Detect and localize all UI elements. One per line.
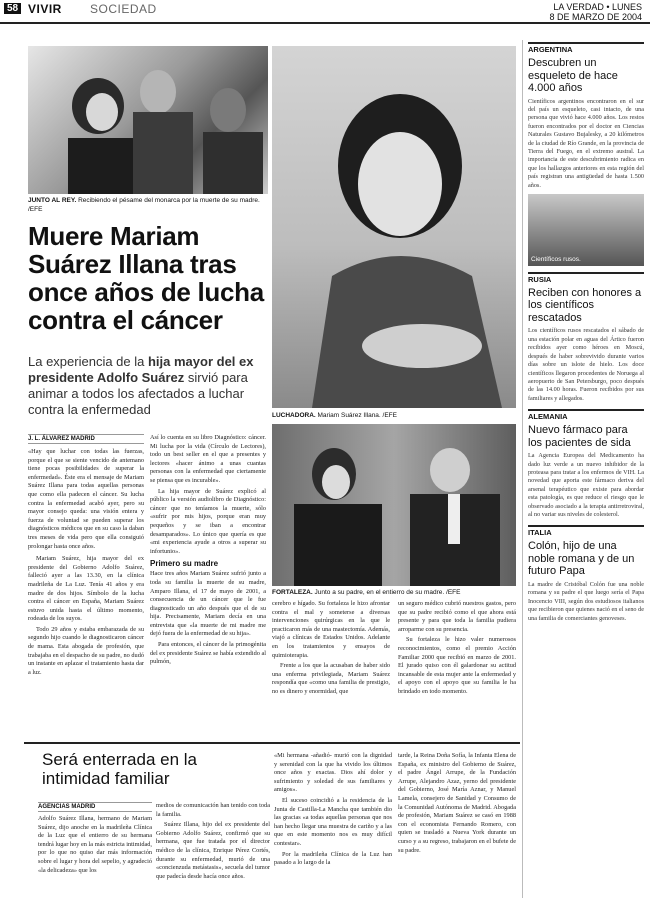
caption-lead: LUCHADORA. [272, 412, 316, 419]
box-title: Será enterrada en la intimidad familiar [42, 750, 197, 788]
page-header [0, 0, 650, 24]
paragraph: El suceso coincidió a la residencia de la Junta de Castilla-La Mancha que también dio las gracias «a todas aquellas personas que nos han hecho llegar una muestra de cariño y a las que en este momento nos es muy difícil contestar». [274, 796, 392, 847]
paragraph: Su fortaleza le hizo valer numerosos reconocimientos, como el premio Acción Familiar 2000 que recibió en marzo de 2001. El jurado quiso con él galardonar su actitud incansable de esta mujer ante la enfermedad y el apoyo con el apoyo que su familia le ha brindado en todo momento. [398, 636, 516, 695]
news-sidebar [528, 42, 644, 623]
paragraph: medios de comunicación han tenido con toda la familia. [156, 802, 270, 818]
sidebar-headline: Reciben con honores a los científicos rescatados [528, 286, 642, 324]
sidebar-photo-caption: Científicos rusos. [531, 255, 581, 263]
subhead-text-2: sirvió para animar a todos los afectados a luchar contra la enfermedad [28, 370, 248, 417]
paragraph: Por la madrileña Clínica de la Luz han pasado a lo largo de la [274, 850, 392, 867]
paragraph: Así lo cuenta en su libro Diagnóstico: cáncer. Mi lucha por la vida (Círculo de Lectores), todo un best seller en el que a presentes y lectores «hacer ánimo a unas cuantas personas con la enfermedad que ciertamente se piensa que es incurable». [150, 434, 266, 484]
photo-king [28, 46, 268, 194]
paragraph: Mariam Suárez, hija mayor del ex presidente del Gobierno Adolfo Suárez, falleció ayer a las 13.30, en la clínica madrileña de La Luz. Tenía 41 años y era madre de dos hijos. Símbolo de la lucha contra el cáncer en España, Mariam Suárez estuvo unida hasta el último momento, rodeada de los suyos. [28, 555, 144, 623]
related-box [24, 742, 520, 904]
sidebar-text: La madre de Cristóbal Colón fue una noble romana y su padre el que luego sería el Papa Inocencio VIII, según dos estudiosos italianos que recibieron que quienes nació en el seno de una familia de comerciantes genoveses. [528, 580, 644, 622]
box-column-2 [156, 802, 270, 881]
photo-king-shapes [28, 46, 268, 194]
masthead-date [549, 2, 642, 22]
sidebar-item-rusia [528, 272, 644, 403]
paragraph: Hace tres años Mariam Suárez sufrió junto a toda su familia la muerte de su madre, Amparo Illana, el 17 de mayo de 2001, a consecuencia de un cáncer que le fue diagnosticado un año después que el de su hija. Precisamente, Mariam decía en una entrevista que «la muerte de mi madre me dejó fuera de la enfermedad de su hija». [150, 570, 266, 638]
paragraph: «Mi hermana -añadió- murió con la dignidad y serenidad con la que ha vivido los últimos once años y exactas. Dios ahí dolor y sufrimiento y soledad de sus familiares y amigos». [274, 752, 392, 794]
article-column-3 [272, 600, 390, 697]
sidebar-text: Científicos argentinos encontraron en el sur del país un esqueleto, casi intacto, de una persona que vivió hace 4.000 años. Los restos fueron encontrados por el doctor en Ciencias Naturales Gustavo Bujalesky, a 20 kilómetros de la ciudad de Río Grande, en la provincia de Tierra del Fuego, en el extremo austral. La importancia de este descubrimiento radica en que los hallazgos anteriores en esta región del país registran una antigüedad de hasta 1.500 años. [528, 97, 644, 189]
photo-king-caption [28, 196, 268, 214]
paragraph: Adolfo Suárez Illana, hermano de Mariam Suárez, dijo anoche en la madrileña Clínica de la Luz que el entierro de su hermana tendrá lugar hoy en la más estricta intimidad, por lo que no quiso dar más información sobre el lugar y hora del sepelio, y agradeció «la delicadeza» que los [38, 815, 152, 874]
article-byline: J. L. ÁLVAREZ MADRID [28, 434, 144, 444]
sidebar-text: Los científicos rusos rescatados el sábado de una estación polar en aguas del Ártico fueron recibidos ayer como héroes en Moscú, después de haber sobrevivido durante varios días sobre un islote de hielo. Los doce científicos llegaron procedentes de Noruega al aeropuerto de San Petersburgo, poco después de las 14.00 horas. Fueron recibidos por sus familiares y allegados. [528, 327, 644, 402]
photo-funeral [272, 424, 516, 586]
paper-name: LA VERDAD • LUNES [553, 2, 642, 12]
article-column-2 [150, 434, 266, 667]
sidebar-headline: Colón, hijo de una noble romana y de un futuro Papa [528, 540, 635, 578]
sidebar-item-italia [528, 525, 644, 623]
paragraph: La hija mayor de Suárez explicó al público la versión audiolibro de Diagnóstico: cáncer que no teníamos la muerte, sólo «sufrir por mis hijos, porque eran muy pequeños y se iban a encontrar desamparados». Lo único que quería es que «mi experiencia ayude a otros a superar su infortunio». [150, 487, 266, 555]
paragraph: Frente a los que la acusaban de haber sido una enferma privilegiada, Mariam Suárez respondía que «como una familia de prestigio, no es dinero y enormidad, que [272, 662, 390, 695]
photo-portrait-shapes [272, 46, 516, 408]
photo-portrait-caption [272, 411, 516, 420]
section-name: VIVIR [28, 2, 62, 16]
subsection-name: SOCIEDAD [90, 2, 157, 16]
caption-lead: JUNTO AL REY. [28, 197, 77, 204]
issue-date: 8 DE MARZO DE 2004 [549, 12, 642, 22]
subhead-text: La experiencia de la [28, 354, 148, 369]
sidebar-tag: ITALIA [528, 525, 644, 537]
photo-funeral-caption [272, 588, 516, 597]
box-byline: AGENCIAS MADRID [38, 802, 152, 812]
paragraph: un seguro médico cubrió nuestros gastos, pero que su padre recibió como el que ahora está presente y para que toda la familia pudiera arroparme con su presencia. [398, 600, 516, 633]
photo-portrait [272, 46, 516, 408]
article-subhead [28, 354, 268, 418]
caption-text: Junto a su padre, en el entierro de su madre. /EFE [312, 589, 461, 596]
sidebar-item-alemania [528, 409, 644, 519]
caption-text: Recibiendo el pésame del monarca por la muerte de su madre. /EFE [28, 197, 260, 213]
paragraph: tarde, la Reina Doña Sofía, la Infanta Elena de España, ex ministro del Gobierno de Suárez, el padre Ángel Arrupe, de la Fundación Arrupe, Alejandro Azaz, yerno del presidente del Gobierno, José María Aznar, y Manuel Lamela, consejero de Sanidad y Consumo de la Comunidad Autónoma de Madrid. Abogada de profesión, Mariam Suárez se casó en 1988 con el economista Fernando Romero, con quien se trasladó a Nueva York durante un curso y a su regreso, trabajaron en el bufete de su padre. [398, 752, 516, 854]
paragraph: «Hay que luchar con todas las fuerzas, porque el que se siente vencido de antemano tiene pocas posibilidades de superar la enfermedad». Éste era el mensaje de Mariam Suárez Illana para todas aquellas personas que como ella padecen el cáncer. Su lucha contra la enfermedad acabó ayer, pero su mayor consejo queda: una visión entera y fuerza de voluntad se pueden superar los diagnósticos médicos que en su caso la daban tres meses de vida pero que ella consiguió prolongar hasta once años. [28, 448, 144, 550]
sidebar-tag: ARGENTINA [528, 42, 644, 54]
sidebar-divider [522, 40, 523, 898]
sidebar-tag: RUSIA [528, 272, 644, 284]
article-column-1 [28, 434, 144, 677]
paragraph: cerebro e hígado. Su fortaleza le hizo afrontar contra el mal y someterse a diversas intervenciones quirúrgicas en la que le practicaron más de una mastectomía. Además, viajó a clínicas de Estados Unidos. Adelante en los tratamientos y ensayos de quimioterapia. [272, 600, 390, 659]
box-column-1 [38, 802, 152, 878]
sidebar-headline: Nuevo fármaco para los pacientes de sida [528, 424, 631, 449]
subhead-bold: hija mayor del ex presidente Adolfo Suárez [28, 354, 254, 385]
article-column-4 [398, 600, 516, 697]
section-subheading: Primero su madre [150, 559, 219, 569]
sidebar-tag: ALEMANIA [528, 409, 644, 421]
paragraph: Todo 29 años y estaba embarazada de su segundo hijo cuando le diagnosticaron cáncer de mama. Esta abogada de profesión, que trabajaba en el despacho de su padre, no dudó un instante en aplazar el tratamiento hasta dar a luz. [28, 625, 144, 676]
box-column-4 [398, 752, 516, 855]
photo-funeral-shapes [272, 424, 516, 586]
sidebar-text: La Agencia Europea del Medicamento ha dado luz verde a un nuevo inhibidor de la proteasa para tratar a los enfermos de VIH. La novedad que aporta este fármaco deriva del arsenal terapéutico que existe para abordar esta patología, es que reduce el riesgo que le observado asociado a la terapia antirretroviral, al no variar sus niveles de colesterol. [528, 452, 644, 518]
box-column-3 [274, 752, 392, 868]
sidebar-item-argentina [528, 42, 644, 266]
sidebar-photo [528, 194, 644, 266]
paragraph: Para entonces, el cáncer de la primogénita del ex presidente Suárez se había extendido al pulmón, [150, 641, 266, 666]
page-number: 58 [4, 3, 21, 14]
caption-text: Mariam Suárez Illana. /EFE [315, 412, 397, 419]
article-headline: Muere Mariam Suárez Illana tras once años de lucha contra el cáncer [28, 221, 264, 335]
paragraph: Suárez Illana, hijo del ex presidente del Gobierno Adolfo Suárez, confirmó que su hermana, que fue tratada por el director médico de la clínica, Enrique Pérez Cortés, durante su enfermedad, murió de una «concienzuda metástasis», secuela del tumor que padecía desde hacía once años. [156, 821, 270, 880]
sidebar-headline: Descubren un esqueleto de hace 4.000 años [528, 57, 618, 94]
caption-lead: FORTALEZA. [272, 589, 313, 596]
